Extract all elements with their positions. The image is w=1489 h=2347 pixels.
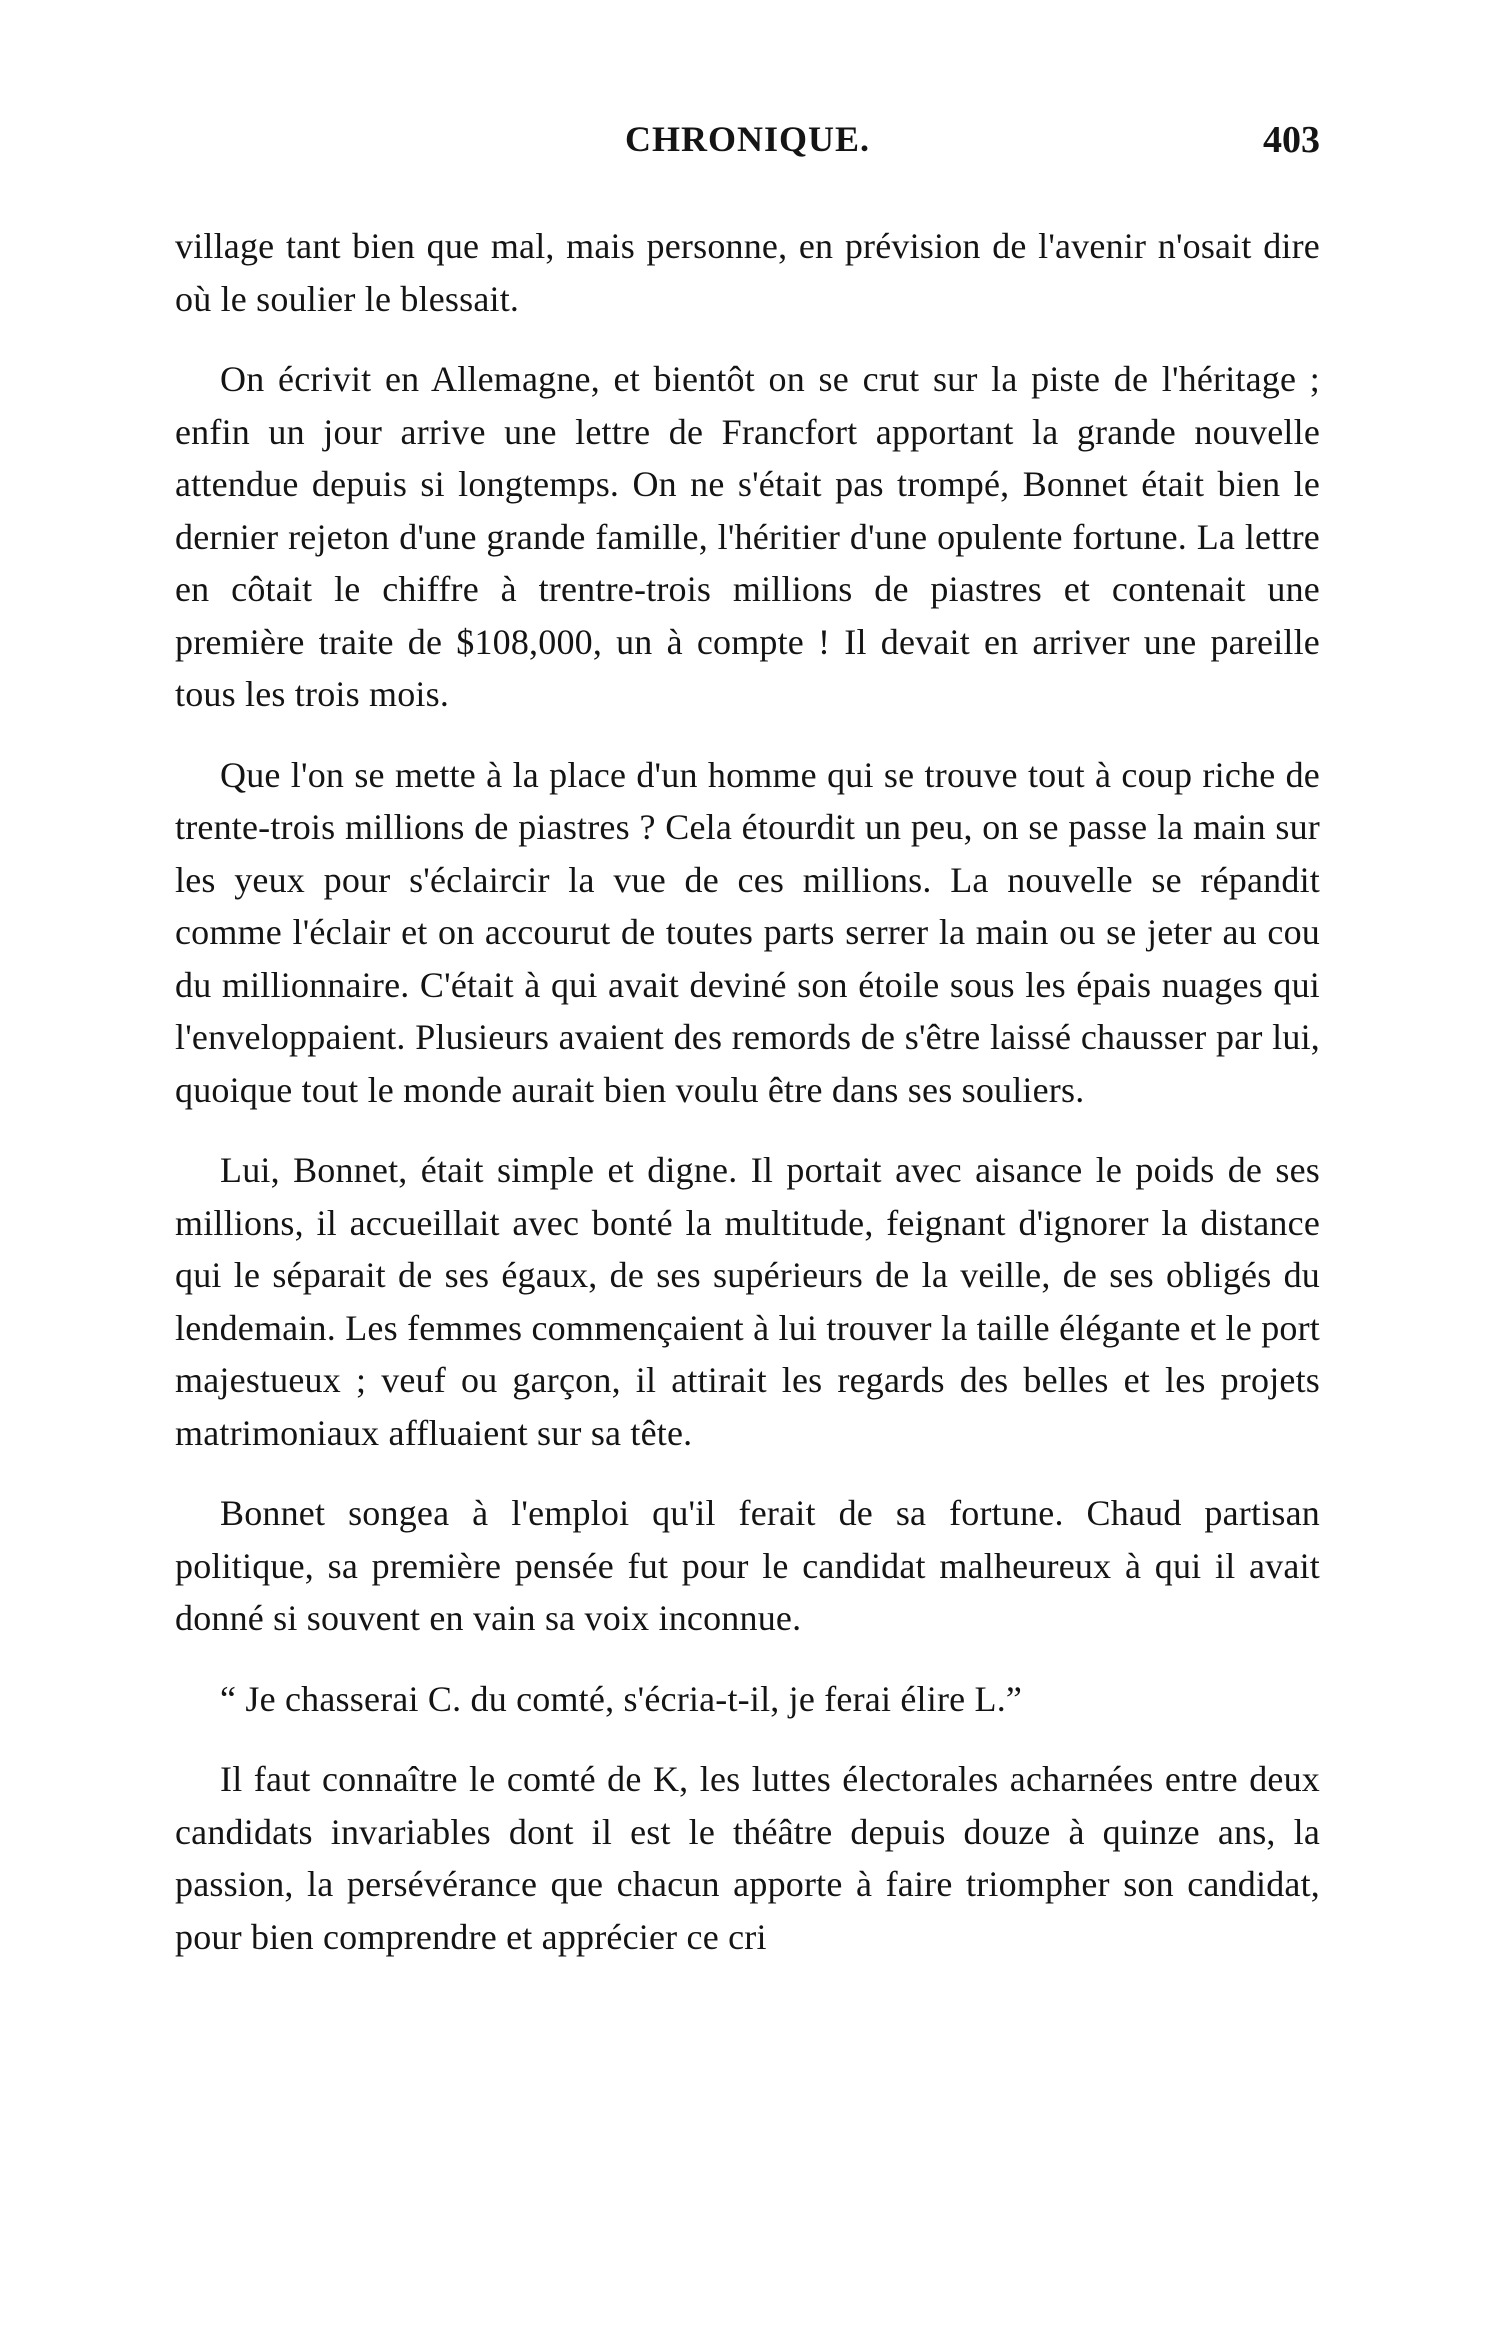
quoted-line: “ Je chasserai C. du comté, s'écria-t-il, je ferai élire L.” (220, 1678, 1023, 1719)
paragraph: Lui, Bonnet, était simple et digne. Il portait avec aisance le poids de ses millions, il accueillait avec bonté la multitude, feignant d'ignorer la distance qui le séparait de ses égaux, de ses supérieurs de la veille, de ses obligés du lendemain. Les femmes commençaient à lui trouver la taille élégante et le port majestueux ; veuf ou garçon, il attirait les regards des belles et les projets matrimoniaux affluaient sur sa tête. (175, 1150, 1320, 1453)
paragraph: On écrivit en Allemagne, et bientôt on se crut sur la piste de l'héritage ; enfin un jour arrive une lettre de Francfort apportant la grande nouvelle attendue depuis si longtemps. On ne s'était pas trompé, Bonnet était bien le dernier rejeton d'une grande famille, l'héritier d'une opulente fortune. La lettre en côtait le chiffre à trentre-trois millions de piastres et contenait une première traite de $108,000, un à compte ! Il devait en arriver une pareille tous les trois mois. (175, 359, 1320, 714)
page-body (175, 220, 1320, 1963)
paragraph: Que l'on se mette à la place d'un homme qui se trouve tout à coup riche de trente-trois millions de piastres ? Cela étourdit un peu, on se passe la main sur les yeux pour s'éclaircir la vue de ces millions. La nouvelle se répandit comme l'éclair et on accourut de toutes parts serrer la main ou se jeter au cou du millionnaire. C'était à qui avait deviné son étoile sous les épais nuages qui l'enveloppaient. Plusieurs avaient des remords de s'être laissé chausser par lui, quoique tout le monde aurait bien voulu être dans ses souliers. (175, 754, 1320, 1110)
paragraph-continuation: village tant bien que mal, mais personne, en prévision de l'avenir n'osait dire où le soulier le blessait. (175, 226, 1320, 319)
page-number: 403 (1263, 119, 1320, 161)
running-header (175, 118, 1320, 188)
book-page (175, 118, 1320, 2258)
running-title: CHRONIQUE. (624, 119, 871, 159)
paragraph: Bonnet songea à l'emploi qu'il ferait de sa fortune. Chaud partisan politique, sa première pensée fut pour le candidat malheureux à qui il avait donné si souvent en vain sa voix inconnue. (175, 1493, 1320, 1638)
paragraph: Il faut connaître le comté de K, les luttes électorales acharnées entre deux candidats invariables dont il est le théâtre depuis douze à quinze ans, la passion, la persévérance que chacun apporte à faire triompher son candidat, pour bien comprendre et apprécier ce cri (175, 1759, 1320, 1957)
